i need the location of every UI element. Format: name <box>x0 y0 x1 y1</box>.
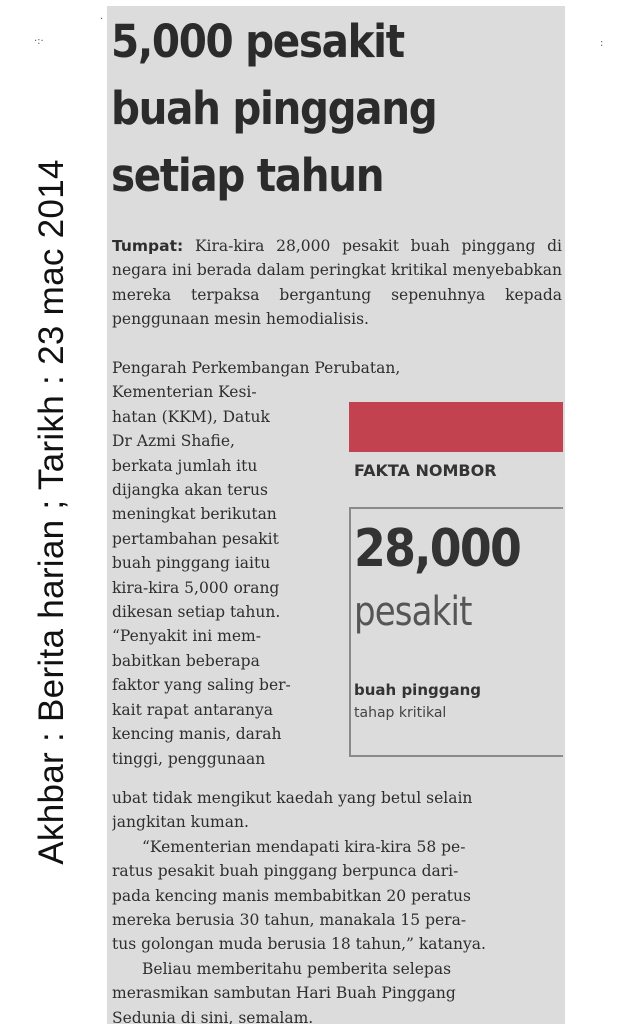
text-line: pertambahan pesakit <box>112 529 279 548</box>
text-line: Sedunia di sini, semalam. <box>112 1008 314 1024</box>
text-line: dijangka akan terus <box>112 481 268 500</box>
text-line: pada kencing manis membabitkan 20 peratus <box>112 886 471 905</box>
text-line: ubat tidak mengikut kaedah yang betul selain <box>112 789 473 807</box>
text-line: Dr Azmi Shafie, <box>112 432 235 451</box>
headline-line-1: 5,000 pesakit <box>111 15 404 68</box>
text-line: babitkan beberapa <box>112 651 260 670</box>
text-line: buah pinggang iaitu <box>112 554 271 573</box>
side-caption-area <box>8 0 96 1024</box>
text-line: kencing manis, darah <box>112 725 282 744</box>
fact-box-subtitle: buah pinggang <box>354 681 482 699</box>
lead-paragraph <box>112 234 562 332</box>
fact-box-divider <box>349 755 563 757</box>
fact-box <box>349 399 565 759</box>
text-line: meningkat berikutan <box>112 505 277 524</box>
headline-line-3: setiap tahun <box>111 149 384 202</box>
side-caption: Akhbar : Berita harian ; Tarikh : 23 mac 2014 <box>32 159 71 865</box>
fact-box-title: FAKTA NOMBOR <box>354 461 497 480</box>
text-line: tinggi, penggunaan <box>112 749 266 768</box>
text-line: mereka berusia 30 tahun, manakala 15 pera- <box>112 911 467 930</box>
text-line: tus golongan muda berusia 18 tahun,” katanya. <box>112 935 486 954</box>
fact-box-divider <box>349 507 563 509</box>
newspaper-clipping <box>107 6 565 1024</box>
text-line: Pengarah Perkembangan Perubatan, <box>112 359 401 377</box>
fact-box-subtitle: tahap kritikal <box>354 705 447 721</box>
scan-speck: : <box>600 38 604 49</box>
headline <box>111 8 516 209</box>
headline-line-2: buah pinggang <box>111 82 437 135</box>
scan-speck: ·:· <box>34 36 44 47</box>
text-line: faktor yang saling ber- <box>112 676 291 695</box>
text-line: kira-kira 5,000 orang <box>112 578 280 597</box>
scan-speck: · <box>100 14 104 25</box>
text-line: “Penyakit ini mem- <box>112 627 261 646</box>
text-line: dikesan setiap tahun. <box>112 603 281 622</box>
text-line: ratus pesakit buah pinggang berpunca dari- <box>112 862 459 881</box>
fact-box-number: 28,000 <box>354 519 521 579</box>
text-line: berkata jumlah itu <box>112 456 258 475</box>
bottom-paragraphs <box>112 786 562 1024</box>
text-line: hatan (KKM), Datuk <box>112 407 270 426</box>
text-line: kait rapat antaranya <box>112 700 274 719</box>
text-line: Kementerian Kesi- <box>112 383 257 402</box>
text-line: “Kementerian mendapati kira-kira 58 pe- <box>142 837 466 856</box>
lead-text: Kira-kira 28,000 pesakit buah pinggang di negara ini berada dalam peringkat kritikal menyebabkan mereka terpaksa bergantung sepenuhnya kepada penggunaan mesin hemodialisis. <box>112 237 562 329</box>
dateline-place: Tumpat: <box>112 237 184 255</box>
text-line: Beliau memberitahu pemberita selepas <box>142 959 452 978</box>
fact-box-unit: pesakit <box>354 589 472 635</box>
fact-box-color-bar <box>349 402 563 452</box>
text-line: jangkitan kuman. <box>112 813 249 832</box>
text-line: merasmikan sambutan Hari Buah Pinggang <box>112 984 456 1003</box>
fact-box-divider <box>349 507 351 757</box>
